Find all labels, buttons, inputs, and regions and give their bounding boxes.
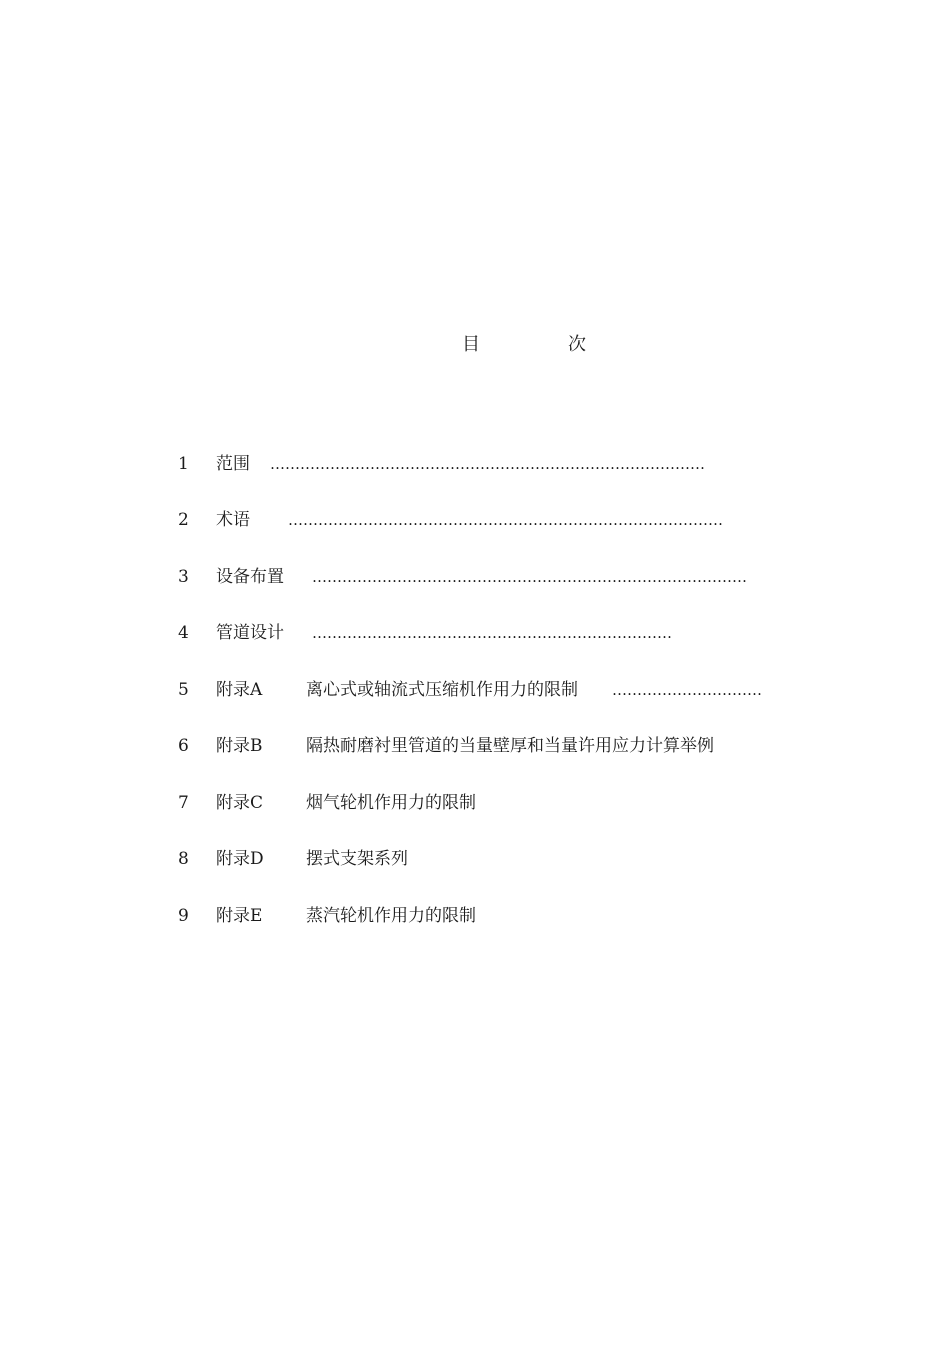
toc-entry-leader: …………………………………………………………………………… (288, 511, 723, 529)
toc-entry-number: 5 (178, 680, 189, 700)
toc-entry-number: 3 (178, 567, 189, 587)
toc-entry-label: 附录A (216, 680, 263, 700)
toc-entry-leader: ………………………… (612, 681, 762, 699)
toc-entry-number: 6 (178, 736, 189, 756)
toc-entry-leader: ……………………………………………………………… (312, 624, 672, 642)
toc-entry-description: 隔热耐磨衬里管道的当量壁厚和当量许用应力计算举例 (306, 736, 714, 756)
toc-entry-description: 摆式支架系列 (306, 849, 408, 869)
toc-entry-leader: …………………………………………………………………………… (312, 568, 747, 586)
toc-entry-description: 离心式或轴流式压缩机作用力的限制 (306, 680, 578, 700)
toc-entry-number: 2 (178, 510, 189, 530)
toc-title-char-1: 目 (462, 334, 480, 355)
toc-entry-number: 4 (178, 623, 189, 643)
toc-entry-leader: …………………………………………………………………………… (270, 455, 705, 473)
toc-entry-label: 附录E (216, 906, 263, 926)
toc-title-char-2: 次 (568, 334, 586, 355)
toc-entry-label: 设备布置 (216, 567, 284, 587)
toc-entry-label: 附录D (216, 849, 264, 869)
toc-entry-description: 蒸汽轮机作用力的限制 (306, 906, 476, 926)
toc-entry-number: 7 (178, 793, 189, 813)
toc-entry-label: 附录C (216, 793, 264, 813)
toc-entry-label: 术语 (216, 510, 250, 530)
toc-entry-label: 附录B (216, 736, 263, 756)
toc-entry-label: 范围 (216, 454, 250, 474)
toc-entry-number: 8 (178, 849, 189, 869)
toc-entry-number: 1 (178, 454, 189, 474)
toc-entry-description: 烟气轮机作用力的限制 (306, 793, 476, 813)
toc-entry-number: 9 (178, 906, 189, 926)
toc-entry-label: 管道设计 (216, 623, 284, 643)
